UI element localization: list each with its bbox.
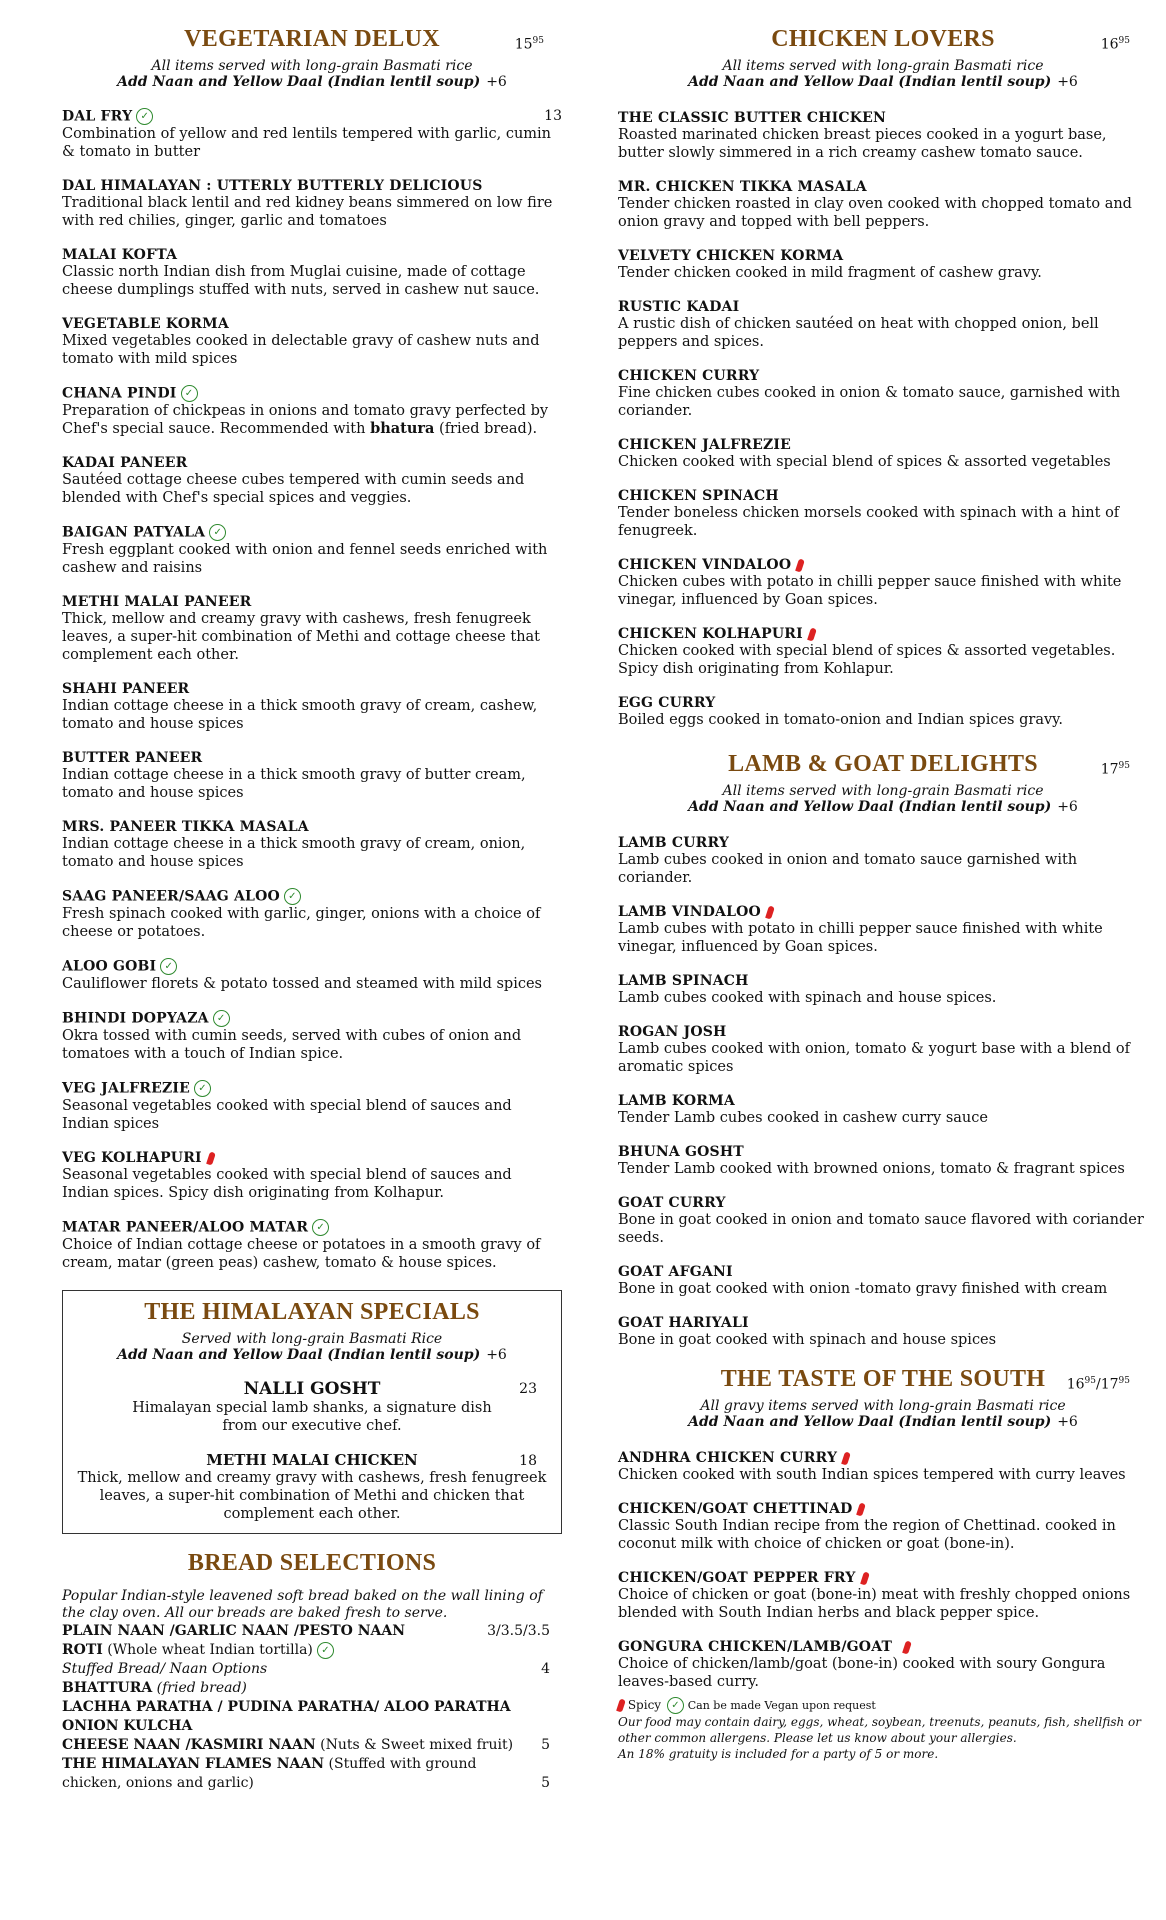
chili-pepper-icon	[616, 1698, 626, 1712]
special-item	[77, 1451, 547, 1523]
item-description: Indian cottage cheese in a thick smooth gravy of butter cream, tomato and house spices	[62, 767, 526, 801]
bread-line: ONION KULCHA	[62, 1718, 193, 1734]
item-name: LAMB CURRY	[618, 835, 730, 851]
item-description: Tender Lamb cooked with browned onions, tomato & fragrant spices	[618, 1161, 1125, 1177]
item-description: Fresh eggplant cooked with onion and fennel seeds enriched with cashew and raisins	[62, 542, 548, 576]
chicken-section-header	[618, 26, 1148, 58]
item-name: MRS. PANEER TIKKA MASALA	[62, 819, 309, 835]
menu-item	[62, 178, 562, 230]
chili-pepper-icon	[902, 1640, 912, 1654]
menu-item	[618, 904, 1148, 956]
vegan-leaf-icon: ✓	[284, 888, 301, 905]
chili-pepper-icon	[857, 1502, 867, 1516]
item-description: Cauliflower florets & potato tossed and steamed with mild spices	[62, 976, 542, 992]
item-description: Okra tossed with cumin seeds, served with cubes of onion and tomatoes with a touch of Indian spice.	[62, 1028, 522, 1062]
item-name: GOAT AFGANI	[618, 1264, 733, 1280]
section-addon: Add Naan and Yellow Daal (Indian lentil soup) +6	[688, 799, 1078, 815]
menu-item	[62, 385, 562, 438]
menu-item	[618, 1315, 1148, 1349]
item-name: METHI MALAI PANEER	[62, 594, 252, 610]
item-description: Seasonal vegetables cooked with special blend of sauces and Indian spices	[62, 1098, 512, 1132]
section-addon: Add Naan and Yellow Daal (Indian lentil soup) +6	[117, 74, 507, 90]
menu-item	[618, 1264, 1148, 1298]
bread-line: Stuffed Bread/ Naan Options 4	[62, 1661, 550, 1677]
veg-section-header	[62, 26, 562, 58]
item-description: Tender chicken cooked in mild fragment of cashew gravy.	[618, 265, 1042, 281]
menu-item	[618, 973, 1148, 1007]
menu-item	[618, 368, 1148, 420]
menu-item	[618, 835, 1148, 887]
item-name: CHANA PINDI	[62, 385, 177, 402]
bread-line: THE HIMALAYAN FLAMES NAAN (Stuffed with ground chicken, onions and garlic) 5	[62, 1756, 550, 1791]
menu-item	[618, 695, 1148, 729]
section-title: BREAD SELECTIONS	[187, 1550, 437, 1576]
item-description: Classic South Indian recipe from the region of Chettinad. cooked in coconut milk with choice of chicken or goat (bone-in).	[618, 1518, 1116, 1552]
section-title: THE TASTE OF THE SOUTH	[720, 1366, 1046, 1392]
section-subtitle: All gravy items served with long-grain Basmati rice	[700, 1398, 1066, 1414]
bread-line: PLAIN NAAN /GARLIC NAAN /PESTO NAAN 3/3.5/3.5	[62, 1623, 550, 1639]
menu-item	[62, 247, 562, 299]
item-price: 18	[519, 1453, 537, 1469]
menu-item	[618, 488, 1148, 540]
menu-item	[62, 819, 562, 871]
item-name: VELVETY CHICKEN KORMA	[618, 248, 844, 264]
item-name: DAL FRY	[62, 108, 133, 125]
item-name: SAAG PANEER/SAAG ALOO	[62, 888, 280, 905]
item-description: Bone in goat cooked in onion and tomato sauce flavored with coriander seeds.	[618, 1212, 1144, 1246]
item-description: Bone in goat cooked with spinach and house spices	[618, 1332, 997, 1348]
menu-item	[62, 1150, 562, 1202]
menu-item	[62, 1010, 562, 1063]
section-addon: Add Naan and Yellow Daal (Indian lentil soup) +6	[688, 74, 1078, 90]
section-title: CHICKEN LOVERS	[771, 26, 995, 52]
item-description: Lamb cubes cooked with spinach and house spices.	[618, 990, 997, 1006]
item-description: Sautéed cottage cheese cubes tempered with cumin seeds and blended with Chef's special spices and veggies.	[62, 472, 525, 506]
vegan-leaf-icon: ✓	[667, 1697, 684, 1714]
lamb-section-header	[618, 751, 1148, 783]
item-description: Tender boneless chicken morsels cooked with spinach with a hint of fenugreek.	[618, 505, 1120, 539]
chili-pepper-icon	[841, 1451, 851, 1465]
item-name: CHICKEN JALFREZIE	[618, 437, 791, 453]
menu-item	[618, 1195, 1148, 1247]
item-description: Indian cottage cheese in a thick smooth gravy of cream, onion, tomato and house spices	[62, 836, 526, 870]
item-price: 23	[519, 1381, 537, 1397]
item-description: Choice of chicken or goat (bone-in) meat with freshly chopped onions blended with South Indian herbs and black pepper spice.	[618, 1587, 1131, 1621]
item-description: Roasted marinated chicken breast pieces cooked in a yogurt base, butter slowly simmered in a rich creamy cashew tomato sauce.	[618, 127, 1107, 161]
special-item	[77, 1379, 547, 1435]
item-description: Choice of Indian cottage cheese or potatoes in a smooth gravy of cream, matar (green peas) cashew, tomato & house spices.	[62, 1237, 541, 1271]
item-name: RUSTIC KADAI	[618, 299, 740, 315]
item-name: BHUNA GOSHT	[618, 1144, 744, 1160]
section-title: THE HIMALAYAN SPECIALS	[144, 1299, 480, 1325]
item-description: Lamb cubes cooked with onion, tomato & yogurt base with a blend of aromatic spices	[618, 1041, 1130, 1075]
item-description: Tender Lamb cubes cooked in cashew curry sauce	[618, 1110, 988, 1126]
item-description: Tender chicken roasted in clay oven cooked with chopped tomato and onion gravy and topped with bell peppers.	[618, 196, 1132, 230]
menu-item	[618, 299, 1148, 351]
item-description: Chicken cubes with potato in chilli pepper sauce finished with white vinegar, influenced by Goan spices.	[618, 574, 1122, 608]
menu-item	[618, 626, 1148, 678]
menu-item	[618, 1450, 1148, 1484]
item-name: VEG JALFREZIE	[62, 1080, 190, 1097]
item-name: MATAR PANEER/ALOO MATAR	[62, 1219, 309, 1236]
specials-header	[77, 1299, 547, 1331]
item-description: Seasonal vegetables cooked with special blend of sauces and Indian spices. Spicy dish originating from Kolhapur.	[62, 1167, 512, 1201]
menu-item	[618, 557, 1148, 609]
bread-line: LACHHA PARATHA / PUDINA PARATHA/ ALOO PARATHA	[62, 1699, 511, 1715]
south-item-list	[618, 1450, 1148, 1691]
section-subtitle: All items served with long-grain Basmati rice	[722, 58, 1044, 74]
item-name: MALAI KOFTA	[62, 247, 178, 263]
vegan-leaf-icon: ✓	[160, 958, 177, 975]
section-subtitle: All items served with long-grain Basmati rice	[151, 58, 473, 74]
chili-pepper-icon	[765, 905, 775, 919]
item-description: Chicken cooked with special blend of spices & assorted vegetables. Spicy dish originating from Kohlapur.	[618, 643, 1116, 677]
vegan-leaf-icon: ✓	[194, 1080, 211, 1097]
icon-legend	[618, 1697, 1148, 1714]
item-description: A rustic dish of chicken sautéed on heat with chopped onion, bell peppers and spices.	[618, 316, 1099, 350]
item-description: Classic north Indian dish from Muglai cuisine, made of cottage cheese dumplings stuffed with nuts, served in cashew nut sauce.	[62, 264, 540, 298]
item-name: LAMB SPINACH	[618, 973, 749, 989]
item-name: VEGETABLE KORMA	[62, 316, 229, 332]
section-addon: Add Naan and Yellow Daal (Indian lentil soup) +6	[117, 1347, 507, 1363]
menu-item	[618, 179, 1148, 231]
menu-item	[62, 524, 562, 577]
menu-item	[618, 437, 1148, 471]
item-description: Himalayan special lamb shanks, a signature dish from our executive chef.	[132, 1400, 492, 1434]
section-subtitle: Served with long-grain Basmati Rice	[181, 1331, 443, 1347]
item-name: LAMB KORMA	[618, 1093, 735, 1109]
item-price: 3/3.5/3.5	[487, 1623, 550, 1639]
item-name: ROGAN JOSH	[618, 1024, 727, 1040]
item-name: ANDHRA CHICKEN CURRY	[618, 1450, 838, 1466]
item-name: CHICKEN KOLHAPURI	[618, 626, 803, 642]
section-subtitle: All items served with long-grain Basmati rice	[722, 783, 1044, 799]
menu-item	[618, 1024, 1148, 1076]
chicken-item-list	[618, 110, 1148, 729]
vegan-leaf-icon: ✓	[209, 524, 226, 541]
vegan-leaf-icon: ✓	[312, 1219, 329, 1236]
menu-item	[62, 316, 562, 368]
item-name: BHINDI DOPYAZA	[62, 1010, 209, 1027]
item-name: GONGURA CHICKEN/LAMB/GOAT	[618, 1639, 893, 1655]
bread-line: BHATTURA (fried bread)	[62, 1680, 247, 1696]
chili-pepper-icon	[206, 1151, 216, 1165]
item-description: Preparation of chickpeas in onions and tomato gravy perfected by Chef's special sauce. Recommended with bhatura (fried bread).	[62, 403, 549, 437]
item-description: Indian cottage cheese in a thick smooth gravy of cream, cashew, tomato and house spices	[62, 698, 538, 732]
section-addon: Add Naan and Yellow Daal (Indian lentil soup) +6	[688, 1414, 1078, 1430]
item-name: GOAT CURRY	[618, 1195, 726, 1211]
section-price: $17^{95}$	[1100, 761, 1130, 778]
menu-item	[62, 108, 562, 161]
south-section-header	[618, 1366, 1148, 1398]
section-price: $15^{95}$	[514, 36, 544, 53]
item-description: Choice of chicken/lamb/goat (bone-in) cooked with soury Gongura leaves-based curry.	[618, 1656, 1106, 1690]
vegan-leaf-icon: ✓	[181, 385, 198, 402]
menu-item	[62, 1080, 562, 1133]
vegan-leaf-icon: ✓	[317, 1642, 334, 1659]
item-name: CHICKEN CURRY	[618, 368, 760, 384]
item-description: Thick, mellow and creamy gravy with cashews, fresh fenugreek leaves, a super-hit combination of Methi and cottage cheese that complement each other.	[62, 611, 541, 663]
himalayan-specials-box	[62, 1290, 562, 1534]
item-name: KADAI PANEER	[62, 455, 188, 471]
item-description: Fresh spinach cooked with garlic, ginger, onions with a choice of cheese or potatoes.	[62, 906, 541, 940]
chili-pepper-icon	[860, 1571, 870, 1585]
item-description: Lamb cubes with potato in chilli pepper sauce finished with white vinegar, influenced by Goan spices.	[618, 921, 1103, 955]
item-name: CHICKEN VINDALOO	[618, 557, 792, 573]
item-description: Chicken cooked with special blend of spices & assorted vegetables	[618, 454, 1111, 470]
item-description: Combination of yellow and red lentils tempered with garlic, cumin & tomato in butter	[62, 126, 552, 160]
left-column	[62, 0, 562, 1793]
item-name: VEG KOLHAPURI	[62, 1150, 202, 1166]
menu-item	[62, 750, 562, 802]
menu-item	[618, 110, 1148, 162]
item-price: 13	[544, 108, 562, 124]
vegan-leaf-icon: ✓	[136, 108, 153, 125]
menu-item	[62, 594, 562, 664]
item-description: Lamb cubes cooked in onion and tomato sauce garnished with coriander.	[618, 852, 1078, 886]
gratuity-note: An 18% gratuity is included for a party of 5 or more.	[618, 1747, 939, 1761]
menu-item	[62, 958, 562, 993]
bread-line: ROTI (Whole wheat Indian tortilla) ✓	[62, 1641, 562, 1660]
section-price: $16^{95}/17^{95}$	[1066, 1376, 1130, 1393]
legend-spicy: Spicy	[627, 1698, 662, 1712]
chili-pepper-icon	[795, 558, 805, 572]
item-price: 5	[541, 1775, 550, 1791]
menu-item	[62, 455, 562, 507]
item-description: Traditional black lentil and red kidney beans simmered on low fire with red chilies, ginger, garlic and tomatoes	[62, 195, 553, 229]
item-name: DAL HIMALAYAN : UTTERLY BUTTERLY DELICIOUS	[62, 178, 483, 194]
item-name: CHICKEN SPINACH	[618, 488, 779, 504]
menu-item	[618, 1501, 1148, 1553]
item-name: NALLI GOSHT	[243, 1379, 381, 1399]
legend-vegan: Can be made Vegan upon request	[687, 1699, 876, 1712]
item-name: GOAT HARIYALI	[618, 1315, 749, 1331]
section-title: LAMB & GOAT DELIGHTS	[728, 751, 1038, 777]
bread-intro: Popular Indian-style leavened soft bread baked on the wall lining of the clay oven. All our breads are baked fresh to serve.	[62, 1588, 543, 1621]
lamb-item-list	[618, 835, 1148, 1349]
item-price: 4	[541, 1661, 550, 1677]
item-description: Chicken cooked with south Indian spices tempered with curry leaves	[618, 1467, 1126, 1483]
section-title: VEGETARIAN DELUX	[184, 26, 440, 52]
vegan-leaf-icon: ✓	[213, 1010, 230, 1027]
bread-line: CHEESE NAAN /KASMIRI NAAN (Nuts & Sweet mixed fruit) 5	[62, 1737, 550, 1753]
item-description: Mixed vegetables cooked in delectable gravy of cashew nuts and tomato with mild spices	[62, 333, 540, 367]
bread-section-header	[62, 1550, 562, 1582]
allergen-note: Our food may contain dairy, eggs, wheat, soybean, treenuts, peanuts, fish, shellfish or other common allergens. Please let us know about your allergies.	[618, 1715, 1141, 1745]
item-name: LAMB VINDALOO	[618, 904, 761, 920]
item-price: 5	[541, 1737, 550, 1753]
menu-item	[618, 248, 1148, 282]
menu-item	[618, 1639, 1148, 1691]
menu-item	[62, 1219, 562, 1272]
item-description: Bone in goat cooked with onion -tomato gravy finished with cream	[618, 1281, 1108, 1297]
item-description: Fine chicken cubes cooked in onion & tomato sauce, garnished with coriander.	[618, 385, 1121, 419]
menu-item	[618, 1144, 1148, 1178]
menu-item	[62, 888, 562, 941]
section-price: $16^{95}$	[1100, 36, 1130, 53]
item-name: THE CLASSIC BUTTER CHICKEN	[618, 110, 886, 126]
item-name: ALOO GOBI	[62, 958, 157, 975]
veg-item-list	[62, 108, 562, 1272]
item-name: BUTTER PANEER	[62, 750, 203, 766]
right-column	[618, 0, 1148, 1762]
item-name: SHAHI PANEER	[62, 681, 190, 697]
chili-pepper-icon	[807, 627, 817, 641]
menu-item	[62, 681, 562, 733]
item-name: EGG CURRY	[618, 695, 716, 711]
item-name: CHICKEN/GOAT CHETTINAD	[618, 1501, 853, 1517]
item-description: Thick, mellow and creamy gravy with cashews, fresh fenugreek leaves, a super-hit combination of Methi and chicken that complement each other.	[77, 1470, 547, 1522]
item-name: BAIGAN PATYALA	[62, 524, 206, 541]
item-name: CHICKEN/GOAT PEPPER FRY	[618, 1570, 856, 1586]
item-name: METHI MALAI CHICKEN	[206, 1451, 418, 1469]
menu-item	[618, 1570, 1148, 1622]
item-name: MR. CHICKEN TIKKA MASALA	[618, 179, 867, 195]
menu-item	[618, 1093, 1148, 1127]
item-description: Boiled eggs cooked in tomato-onion and Indian spices gravy.	[618, 712, 1064, 728]
